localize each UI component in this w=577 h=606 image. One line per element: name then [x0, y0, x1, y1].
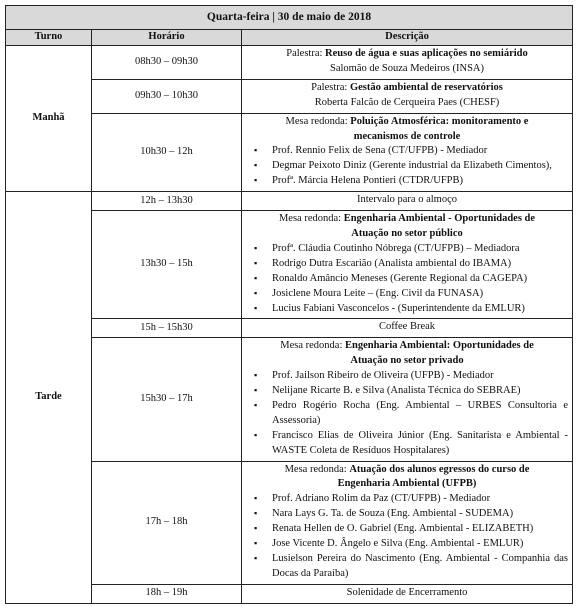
list-item: ▪ Prof. Adriano Rolim da Paz (CT/UFPB) - Mediador — [246, 492, 568, 507]
turno-tarde: Tarde — [6, 192, 92, 604]
table-row — [6, 79, 573, 113]
description-cell: Solenidade de Encerramento — [242, 584, 573, 603]
description-cell: Intervalo para o almoço — [242, 192, 573, 211]
list-item: ▪ Lusielson Pereira do Nascimento (Eng. Ambiental - Companhia das Docas da Paraíba) — [246, 552, 568, 582]
time-cell: 18h – 19h — [92, 584, 242, 603]
description-cell — [242, 211, 573, 319]
table-row — [6, 211, 573, 319]
table-row — [6, 584, 573, 603]
description-cell — [242, 461, 573, 584]
session-type: Mesa redonda: — [284, 463, 350, 475]
list-item: ▪ Prof. Rennio Felix de Sena (CT/UFPB) - Mediador — [246, 144, 568, 159]
list-item: ▪ Jose Vicente D. Ângelo e Silva (Eng. Ambiental - EMLUR) — [246, 537, 568, 552]
schedule-table — [5, 5, 573, 604]
list-item: ▪ Rodrigo Dutra Escarião (Analista ambiental do IBAMA) — [246, 257, 568, 272]
list-item: ▪ Renata Hellen de O. Gabriel (Eng. Ambiental - ELIZABETH) — [246, 522, 568, 537]
description-cell — [242, 79, 573, 113]
header-horario: Horário — [92, 30, 242, 46]
list-item: ▪ Degmar Peixoto Diniz (Gerente industrial da Elizabeth Cimentos), — [246, 159, 568, 174]
session-type: Mesa redonda: — [280, 340, 345, 352]
participant-list — [246, 242, 568, 317]
turno-manha: Manhã — [6, 46, 92, 192]
time-cell: 12h – 13h30 — [92, 192, 242, 211]
list-item: ▪ Pedro Rogério Rocha (Eng. Ambiental – URBES Consultoria e Assessoria) — [246, 399, 568, 429]
list-item: ▪ Nelijane Ricarte B. e Silva (Analista Técnica do SEBRAE) — [246, 384, 568, 399]
speaker: Salomão de Souza Medeiros (INSA) — [330, 62, 484, 74]
session-title: Reuso de água e suas aplicações no semiárido — [325, 48, 528, 59]
time-cell: 13h30 – 15h — [92, 211, 242, 319]
list-item: ▪ Profª. Cláudia Coutinho Nóbrega (CT/UFPB) – Mediadora — [246, 242, 568, 257]
time-cell: 15h – 15h30 — [92, 319, 242, 338]
schedule-title: Quarta-feira | 30 de maio de 2018 — [6, 6, 573, 30]
description-cell — [242, 113, 573, 192]
session-type: Palestra: — [286, 48, 326, 59]
session-title: Gestão ambiental de reservatórios — [349, 81, 503, 93]
session-title: Engenharia Ambiental: Oportunidades de Atuação no setor privado — [345, 340, 534, 367]
table-row — [6, 113, 573, 192]
session-title: Poluição Atmosférica: monitoramento e mecanismos de controle — [350, 115, 529, 142]
table-row — [6, 192, 573, 211]
list-item: ▪ Nara Lays G. Ta. de Souza (Eng. Ambiental - SUDEMA) — [246, 507, 568, 522]
list-item: ▪ Josiclene Moura Leite – (Eng. Civil da FUNASA) — [246, 287, 568, 302]
time-cell: 08h30 – 09h30 — [92, 46, 242, 80]
session-type: Mesa redonda: — [278, 213, 344, 225]
header-turno: Turno — [6, 30, 92, 46]
list-item: ▪ Francisco Elias de Oliveira Júnior (Eng. Sanitarista e Ambiental - WASTE Coleta de Resíduos Hospitalares) — [246, 429, 568, 459]
table-row — [6, 461, 573, 584]
time-cell: 09h30 – 10h30 — [92, 79, 242, 113]
participant-list — [246, 144, 568, 189]
time-cell: 10h30 – 12h — [92, 113, 242, 192]
list-item: ▪ Lucius Fabiani Vasconcelos - (Superintendente da EMLUR) — [246, 302, 568, 317]
header-descricao: Descrição — [242, 30, 573, 46]
list-item: ▪ Prof. Jailson Ribeiro de Oliveira (UFPB) - Mediador — [246, 369, 568, 384]
list-item: ▪ Profª. Márcia Helena Pontieri (CTDR/UFPB) — [246, 174, 568, 189]
table-row — [6, 319, 573, 338]
description-cell — [242, 338, 573, 461]
table-row — [6, 46, 573, 80]
table-row — [6, 338, 573, 461]
session-title: Atuação dos alunos egressos do curso de Engenharia Ambiental (UFPB) — [337, 463, 530, 490]
session-type: Mesa redonda: — [285, 115, 351, 127]
speaker: Roberta Falcão de Cerqueira Paes (CHESF) — [314, 96, 500, 108]
time-cell: 15h30 – 17h — [92, 338, 242, 461]
participant-list — [246, 369, 568, 458]
session-title: Engenharia Ambiental - Oportunidades de Atuação no setor público — [343, 213, 536, 239]
description-cell: Coffee Break — [242, 319, 573, 338]
time-cell: 17h – 18h — [92, 461, 242, 584]
session-type: Palestra: — [311, 81, 350, 93]
participant-list — [246, 492, 568, 581]
description-cell — [242, 46, 573, 80]
list-item: ▪ Ronaldo Amâncio Meneses (Gerente Regional da CAGEPA) — [246, 272, 568, 287]
